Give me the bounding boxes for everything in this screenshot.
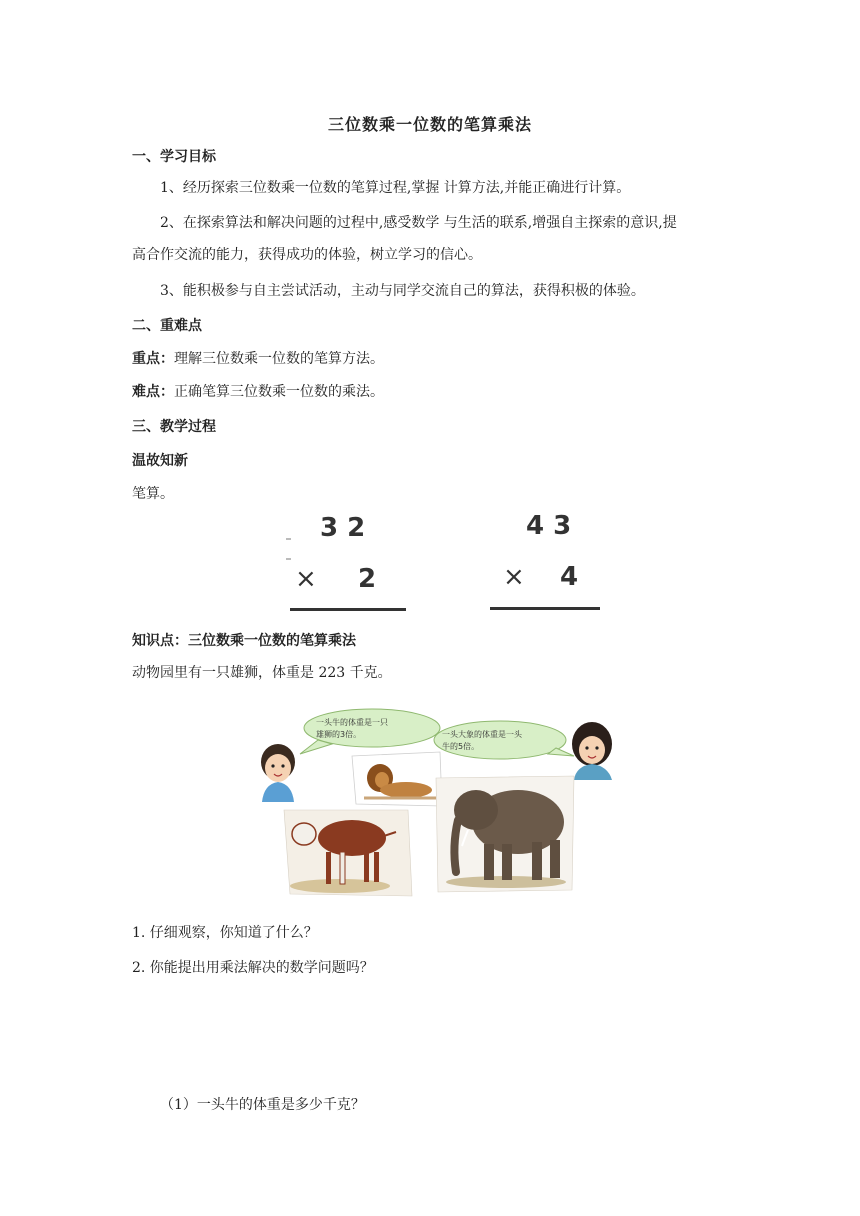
boy-figure <box>261 744 295 802</box>
knowledge-text: 动物园里有一只雄狮，体重是 223 千克。 <box>132 665 392 681</box>
sub-question-1: （1）一头牛的体重是多少千克？ <box>160 1097 365 1113</box>
speech-bubble-right <box>434 721 574 759</box>
marker-dot <box>286 558 291 560</box>
goal-item-2-continued: 高合作交流的能力，获得成功的体验，树立学习的信心。 <box>132 247 482 263</box>
section-heading-goals: 一、学习目标 <box>132 149 216 165</box>
bubble-left-line1: 一头牛的体重是一只 <box>316 718 388 727</box>
difficult-point <box>132 382 384 402</box>
knowledge-heading: 知识点：三位数乘一位数的笔算乘法 <box>132 633 356 649</box>
review-heading: 温故知新 <box>132 453 188 469</box>
marker-dot <box>286 538 291 540</box>
bubble-right-line2: 牛的5倍。 <box>442 742 480 751</box>
key-point <box>132 349 384 369</box>
key-point-text: 理解三位数乘一位数的笔算方法。 <box>174 351 384 367</box>
section-heading-keypoints: 二、重难点 <box>132 318 202 334</box>
difficult-point-label: 难点： <box>132 384 174 400</box>
goal-item-3: 3、能积极参与自主尝试活动，主动与同学交流自己的算法，获得积极的体验。 <box>160 283 645 299</box>
calc2-multiply-sign: × <box>503 562 525 592</box>
question-2: 2. 你能提出用乘法解决的数学问题吗？ <box>132 960 374 976</box>
elephant-icon <box>436 776 574 892</box>
goal-item-2: 2、在探索算法和解决问题的过程中,感受数学 与生活的联系,增强自主探索的意识,提 <box>160 215 677 231</box>
calc2-top-number: 4 3 <box>526 511 572 541</box>
girl-figure <box>572 722 612 780</box>
page-title: 三位数乘一位数的笔算乘法 <box>327 115 532 134</box>
bubble-left-line2: 雄狮的3倍。 <box>316 730 362 739</box>
calc1-top-number: 3 2 <box>320 513 366 543</box>
calc1-underline <box>290 608 406 611</box>
key-point-label: 重点： <box>132 351 174 367</box>
question-1: 1. 仔细观察，你知道了什么？ <box>132 925 318 941</box>
bubble-right-line1: 一头大象的体重是一头 <box>442 730 522 739</box>
cow-icon <box>284 810 412 896</box>
speech-bubble-left <box>300 709 440 754</box>
calc1-multiply-sign: × <box>295 564 317 594</box>
calc1-bottom-number: 2 <box>358 564 377 594</box>
calc2-underline <box>490 607 600 610</box>
section-heading-process: 三、教学过程 <box>132 419 216 435</box>
zoo-illustration <box>256 706 620 898</box>
goal-item-1: 1、经历探索三位数乘一位数的笔算过程,掌握 计算方法,并能正确进行计算。 <box>160 180 631 196</box>
difficult-point-text: 正确笔算三位数乘一位数的乘法。 <box>174 384 384 400</box>
calc2-bottom-number: 4 <box>560 562 579 592</box>
review-text: 笔算。 <box>132 486 174 502</box>
